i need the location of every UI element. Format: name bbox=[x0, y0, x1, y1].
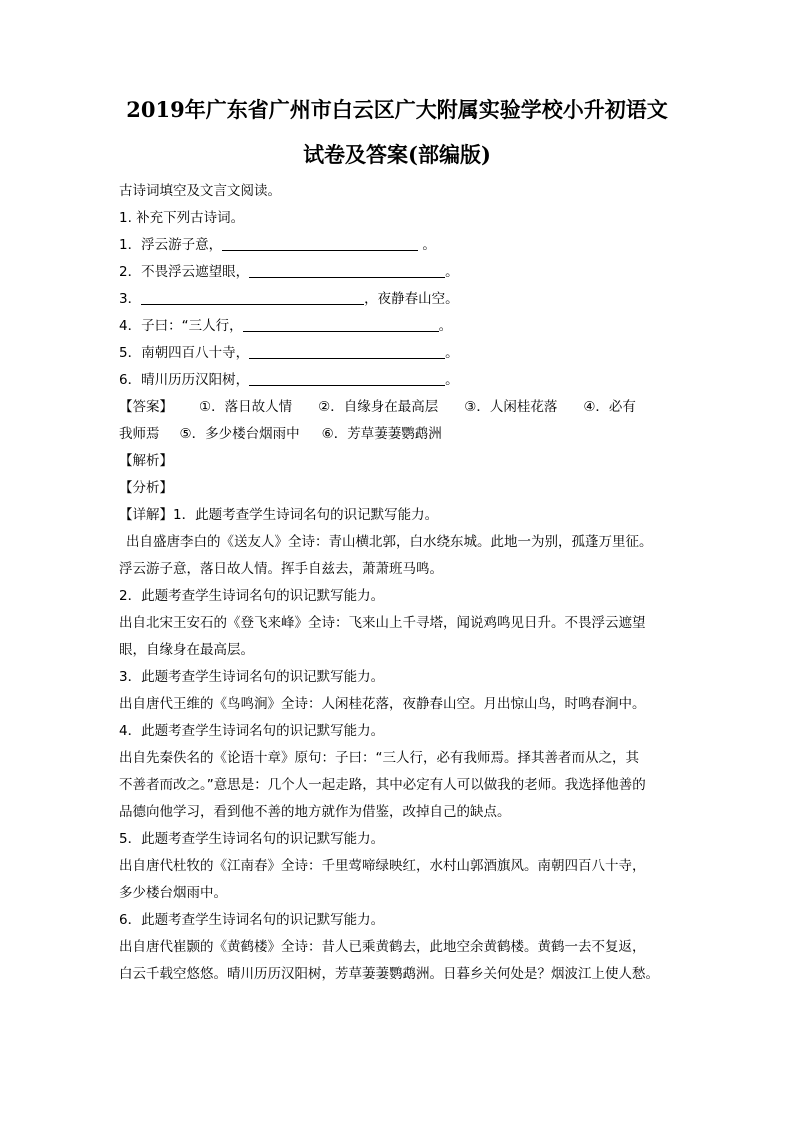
detail-line: 眼，自缘身在最高层。 bbox=[119, 642, 254, 658]
detail-text: 1．此题考查学生诗词名句的识记默写能力。 bbox=[173, 507, 439, 523]
answer-blank bbox=[222, 236, 418, 251]
detail-line: 出自先秦佚名的《论语十章》原句：子曰：“三人行，必有我师焉。择其善者而从之，其 bbox=[119, 750, 639, 766]
answer-label: 【答案】 bbox=[119, 399, 173, 415]
fill-blank-item-5 bbox=[119, 340, 679, 367]
detail-label: 【详解】 bbox=[119, 507, 173, 523]
section-heading: 古诗词填空及文言文阅读。 bbox=[119, 183, 281, 199]
document-title-line-1: 2019年广东省广州市白云区广大附属实验学校小升初语文 bbox=[126, 97, 668, 122]
detail-line bbox=[119, 502, 679, 529]
item-text: 。 bbox=[445, 345, 459, 361]
item-text: 。 bbox=[445, 264, 459, 280]
item-text: 4．子曰：“三人行， bbox=[119, 318, 243, 334]
fenxi-label: 【分析】 bbox=[119, 480, 173, 496]
item-text: 6．晴川历历汉阳树， bbox=[119, 372, 250, 388]
question-prompt: 1. 补充下列古诗词。 bbox=[119, 210, 245, 226]
document-body bbox=[119, 178, 679, 988]
detail-line: 6．此题考查学生诗词名句的识记默写能力。 bbox=[119, 912, 385, 928]
item-text: ，夜静春山空。 bbox=[364, 291, 459, 307]
detail-line: 3．此题考查学生诗词名句的识记默写能力。 bbox=[119, 669, 385, 685]
detail-line: 白云千载空悠悠。晴川历历汉阳树，芳草萋萋鹦鹉洲。日暮乡关何处是？烟波江上使人愁。 bbox=[119, 966, 659, 982]
answer-line-2 bbox=[119, 421, 679, 448]
answer-blank bbox=[141, 290, 364, 305]
answer-item-4-cont: 我师焉 bbox=[119, 426, 160, 442]
fill-blank-item-3 bbox=[119, 286, 679, 313]
item-text: 5．南朝四百八十寺， bbox=[119, 345, 250, 361]
answer-item-3: ③．人闲桂花落 bbox=[464, 399, 558, 415]
detail-line: 出自唐代崔颢的《黄鹤楼》全诗：昔人已乘黄鹤去，此地空余黄鹤楼。黄鹤一去不复返， bbox=[119, 939, 646, 955]
document-title-line-2: 试卷及答案(部编版) bbox=[303, 142, 491, 167]
item-text: 2．不畏浮云遮望眼， bbox=[119, 264, 250, 280]
detail-line: 浮云游子意，落日故人情。挥手自兹去，萧萧班马鸣。 bbox=[119, 561, 443, 577]
detail-line: 2．此题考查学生诗词名句的识记默写能力。 bbox=[119, 588, 385, 604]
analysis-label: 【解析】 bbox=[119, 453, 173, 469]
item-text: 。 bbox=[418, 237, 436, 253]
answer-line-1 bbox=[119, 394, 679, 421]
answer-item-4: ④．必有 bbox=[583, 399, 636, 415]
detail-line: 不善者而改之。”意思是：几个人一起走路，其中必定有人可以做我的老师。我选择他善的 bbox=[119, 777, 646, 793]
detail-line: 5．此题考查学生诗词名句的识记默写能力。 bbox=[119, 831, 385, 847]
fill-blank-item-2 bbox=[119, 259, 679, 286]
detail-line: 出自盛唐李白的《送友人》全诗：青山横北郭，白水绕东城。此地一为别，孤蓬万里征。 bbox=[126, 534, 653, 550]
item-text: 1．浮云游子意， bbox=[119, 237, 223, 253]
answer-item-5: ⑤．多少楼台烟雨中 bbox=[179, 426, 300, 442]
item-text: 。 bbox=[438, 318, 453, 334]
answer-item-1: ①．落日故人情 bbox=[199, 399, 293, 415]
detail-line: 出自唐代王维的《鸟鸣涧》全诗：人闲桂花落，夜静春山空。月出惊山鸟，时鸣春涧中。 bbox=[119, 696, 646, 712]
detail-line: 出自唐代杜牧的《江南春》全诗：千里莺啼绿映红，水村山郭酒旗风。南朝四百八十寺， bbox=[119, 858, 646, 874]
detail-line: 4．此题考查学生诗词名句的识记默写能力。 bbox=[119, 723, 385, 739]
answer-item-6: ⑥．芳草萋萋鹦鹉洲 bbox=[321, 426, 442, 442]
answer-blank bbox=[249, 263, 445, 278]
detail-line: 多少楼台烟雨中。 bbox=[119, 885, 227, 901]
item-text: 。 bbox=[445, 372, 459, 388]
detail-line: 品德向他学习，看到他不善的地方就作为借鉴，改掉自己的缺点。 bbox=[119, 804, 511, 820]
detail-line: 出自北宋王安石的《登飞来峰》全诗：飞来山上千寻塔，闻说鸡鸣见日升。不畏浮云遮望 bbox=[119, 615, 646, 631]
answer-blank bbox=[249, 344, 445, 359]
answer-blank bbox=[243, 317, 439, 332]
answer-blank bbox=[249, 371, 445, 386]
fill-blank-item-1 bbox=[119, 232, 679, 259]
item-text: 3． bbox=[119, 291, 142, 307]
answer-item-2: ②．自缘身在最高层 bbox=[318, 399, 439, 415]
fill-blank-item-4 bbox=[119, 313, 679, 340]
fill-blank-item-6 bbox=[119, 367, 679, 394]
